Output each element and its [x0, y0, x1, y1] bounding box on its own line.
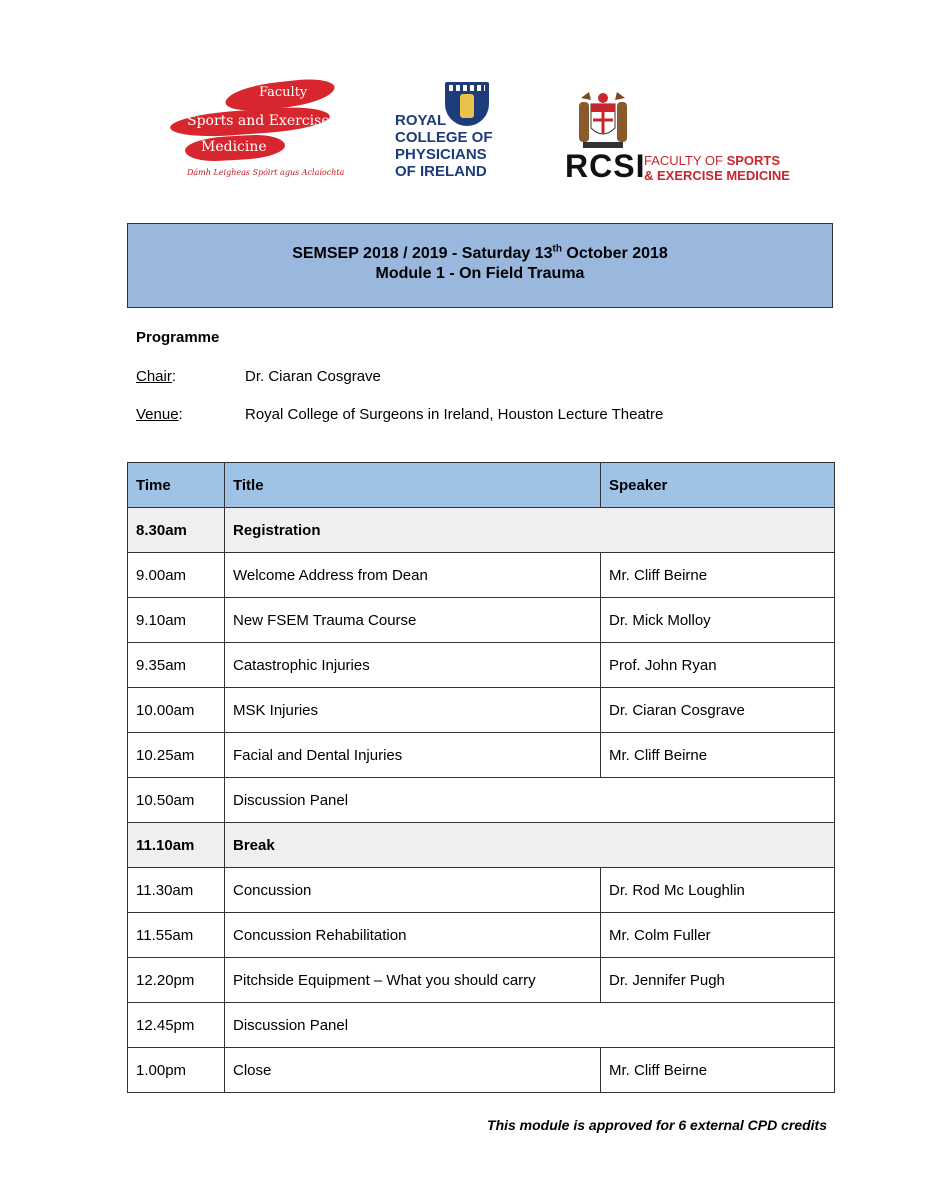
row-speaker: Dr. Rod Mc Loughlin [601, 868, 835, 913]
table-row [128, 958, 835, 1003]
row-title: Facial and Dental Injuries [225, 733, 601, 778]
row-title: Break [225, 823, 835, 868]
row-title: Pitchside Equipment – What you should carry [225, 958, 601, 1003]
row-title: Registration [225, 508, 835, 553]
table-row [128, 913, 835, 958]
programme-heading: Programme [136, 329, 220, 346]
fsem-logo-line1: Faculty [259, 85, 308, 100]
table-header-row [128, 463, 835, 508]
row-title: Welcome Address from Dean [225, 553, 601, 598]
row-speaker: Mr. Cliff Beirne [601, 733, 835, 778]
banner-subtitle: Module 1 - On Field Trauma [375, 265, 585, 282]
rcpi-logo-text: ROYAL COLLEGE OF PHYSICIANS OF IRELAND [395, 112, 493, 180]
logo-strip [0, 0, 927, 200]
row-time: 12.20pm [128, 958, 225, 1003]
fsem-logo-line3: Medicine [201, 139, 267, 155]
chair-value: Dr. Ciaran Cosgrave [245, 368, 381, 385]
chair-line: Chair: Dr. Ciaran Cosgrave [136, 368, 381, 385]
row-speaker: Dr. Mick Molloy [601, 598, 835, 643]
row-time: 9.00am [128, 553, 225, 598]
row-time: 1.00pm [128, 1048, 225, 1093]
banner-title: SEMSEP 2018 / 2019 - Saturday 13th October 2018 [292, 243, 668, 262]
table-row [128, 643, 835, 688]
header-title: Title [225, 463, 601, 508]
rcsi-faculty-text: FACULTY OF SPORTS & EXERCISE MEDICINE [644, 153, 790, 183]
schedule-table [127, 462, 835, 1093]
table-row [128, 1048, 835, 1093]
header-speaker: Speaker [601, 463, 835, 508]
row-speaker: Dr. Ciaran Cosgrave [601, 688, 835, 733]
row-title: Catastrophic Injuries [225, 643, 601, 688]
row-time: 9.10am [128, 598, 225, 643]
table-row [128, 823, 835, 868]
venue-line: Venue: Royal College of Surgeons in Ireland, Houston Lecture Theatre [136, 406, 664, 423]
row-time: 11.55am [128, 913, 225, 958]
row-time: 11.30am [128, 868, 225, 913]
row-title: Concussion Rehabilitation [225, 913, 601, 958]
module-banner [127, 223, 833, 308]
row-speaker: Mr. Cliff Beirne [601, 553, 835, 598]
venue-label: Venue [136, 406, 179, 423]
fsem-logo-irish: Dámh Leigheas Spóirt agus Aclaíochta [187, 168, 345, 177]
rcsi-acronym: RCSI [565, 148, 646, 184]
table-row [128, 1003, 835, 1048]
row-speaker: Prof. John Ryan [601, 643, 835, 688]
table-row [128, 553, 835, 598]
row-time: 8.30am [128, 508, 225, 553]
row-time: 9.35am [128, 643, 225, 688]
row-time: 10.00am [128, 688, 225, 733]
row-title: Close [225, 1048, 601, 1093]
row-title: New FSEM Trauma Course [225, 598, 601, 643]
row-title: Discussion Panel [225, 1003, 835, 1048]
row-time: 12.45pm [128, 1003, 225, 1048]
venue-value: Royal College of Surgeons in Ireland, Houston Lecture Theatre [245, 406, 664, 423]
row-title: Concussion [225, 868, 601, 913]
header-time: Time [128, 463, 225, 508]
row-speaker: Mr. Cliff Beirne [601, 1048, 835, 1093]
table-row [128, 598, 835, 643]
row-speaker: Dr. Jennifer Pugh [601, 958, 835, 1003]
rcsi-logo [565, 88, 815, 188]
row-time: 11.10am [128, 823, 225, 868]
table-row [128, 688, 835, 733]
table-row [128, 733, 835, 778]
fsem-logo [165, 82, 345, 182]
table-row [128, 868, 835, 913]
chair-label: Chair [136, 368, 172, 385]
row-time: 10.25am [128, 733, 225, 778]
table-row [128, 778, 835, 823]
row-time: 10.50am [128, 778, 225, 823]
fsem-logo-line2: Sports and Exercise [187, 113, 330, 129]
row-speaker: Mr. Colm Fuller [601, 913, 835, 958]
row-title: MSK Injuries [225, 688, 601, 733]
rcpi-logo [395, 82, 505, 192]
row-title: Discussion Panel [225, 778, 835, 823]
cpd-footnote: This module is approved for 6 external CPD credits [487, 1117, 827, 1133]
table-row [128, 508, 835, 553]
rcsi-crest-icon [575, 88, 631, 150]
